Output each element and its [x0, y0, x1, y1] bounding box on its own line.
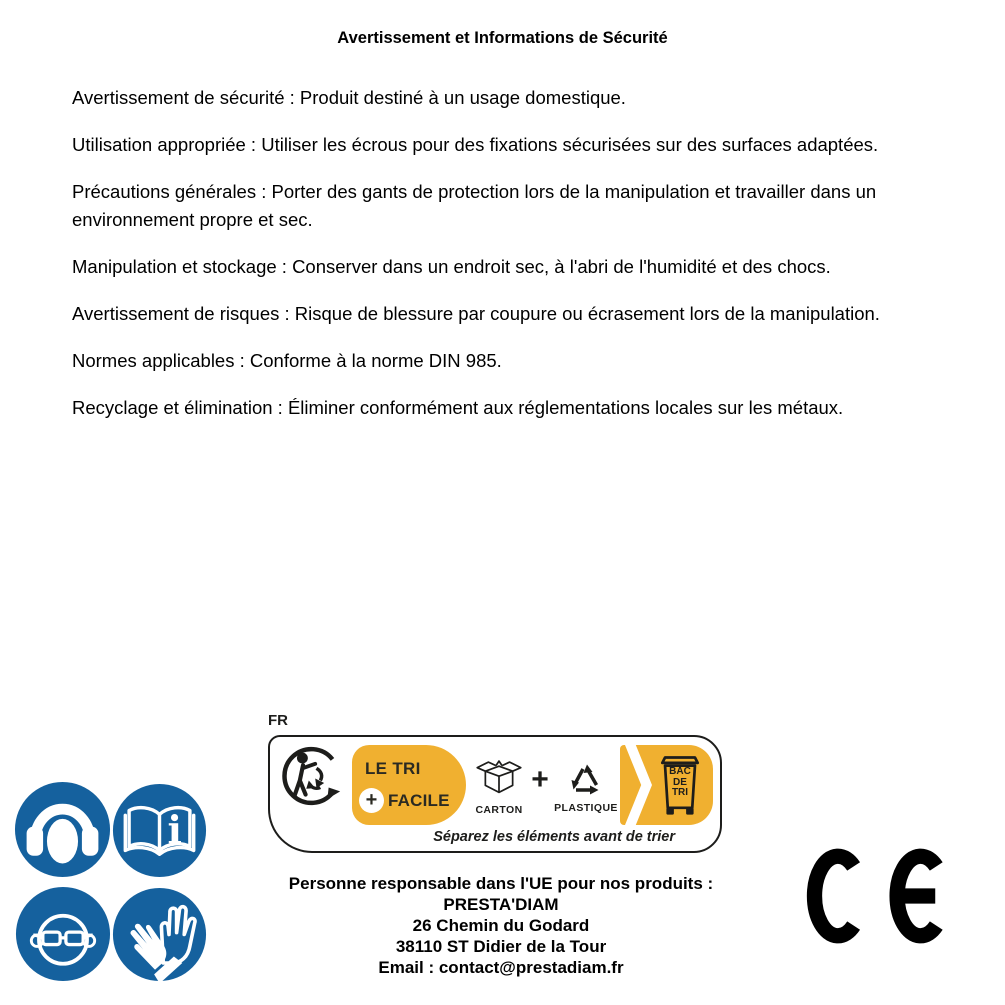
- safety-paragraph: Recyclage et élimination : Éliminer conformément aux réglementations locales sur les métaux.: [72, 397, 844, 418]
- svg-text:i: i: [167, 806, 182, 852]
- plus-separator: +: [531, 763, 549, 796]
- safety-paragraph: Avertissement de sécurité : Produit destiné à un usage domestique.: [72, 87, 626, 108]
- recycling-country-code: FR: [268, 712, 288, 729]
- carton-box-icon: [471, 753, 527, 801]
- safety-paragraph: Précautions générales : Porter des gants de protection lors de la manipulation et travailler dans un environnement propre et sec.: [72, 181, 877, 230]
- material-label-plastique: PLASTIQUE: [554, 802, 618, 814]
- recycling-info-label: [268, 735, 722, 853]
- material-label-carton: CARTON: [475, 804, 523, 816]
- facile-text: FACILE: [388, 791, 450, 810]
- wear-eye-protection-icon: [15, 886, 111, 982]
- safety-paragraph: Normes applicables : Conforme à la norme DIN 985.: [72, 350, 502, 371]
- wear-ear-protection-icon: [14, 781, 111, 878]
- bin-label-line: TRI: [671, 787, 689, 798]
- chevron-right-icon: [625, 745, 652, 825]
- responsible-party-line: Personne responsable dans l'UE pour nos produits :: [288, 874, 714, 893]
- material-carton: [466, 753, 532, 816]
- le-tri-text: LE TRI: [365, 759, 421, 778]
- bin-label: [655, 767, 705, 799]
- bin-label-line: DE: [673, 776, 687, 788]
- plastic-recycle-icon: [561, 753, 611, 799]
- safety-text: [72, 84, 928, 441]
- address-line-1: 26 Chemin du Godard: [412, 916, 590, 935]
- material-plastique: [553, 753, 619, 814]
- read-instruction-manual-icon: [112, 783, 207, 878]
- safety-paragraph: Manipulation et stockage : Conserver dans un endroit sec, à l'abri de l'humidité et des chocs.: [72, 256, 831, 277]
- bin-label-line: BAC: [669, 766, 691, 777]
- bac-de-tri-block: [620, 745, 713, 825]
- wear-protective-gloves-icon: [112, 887, 207, 982]
- sorting-tagline: Séparez les éléments avant de trier: [433, 829, 675, 845]
- page-title: Avertissement et Informations de Sécurité: [337, 29, 668, 47]
- safety-paragraph: Avertissement de risques : Risque de blessure par coupure ou écrasement lors de la manipulation.: [72, 303, 880, 324]
- le-tri-facile-badge: [352, 745, 466, 825]
- email-line: Email : contact@prestadiam.fr: [378, 958, 624, 977]
- plus-circle-icon: +: [359, 788, 384, 813]
- triman-icon: [280, 743, 344, 809]
- ce-mark-icon: [797, 845, 947, 947]
- contact-block: [255, 873, 747, 978]
- company-name: PRESTA'DIAM: [443, 895, 559, 914]
- address-line-2: 38110 ST Didier de la Tour: [395, 937, 607, 956]
- safety-paragraph: Utilisation appropriée : Utiliser les écrous pour des fixations sécurisées sur des surfaces adaptées.: [72, 134, 879, 155]
